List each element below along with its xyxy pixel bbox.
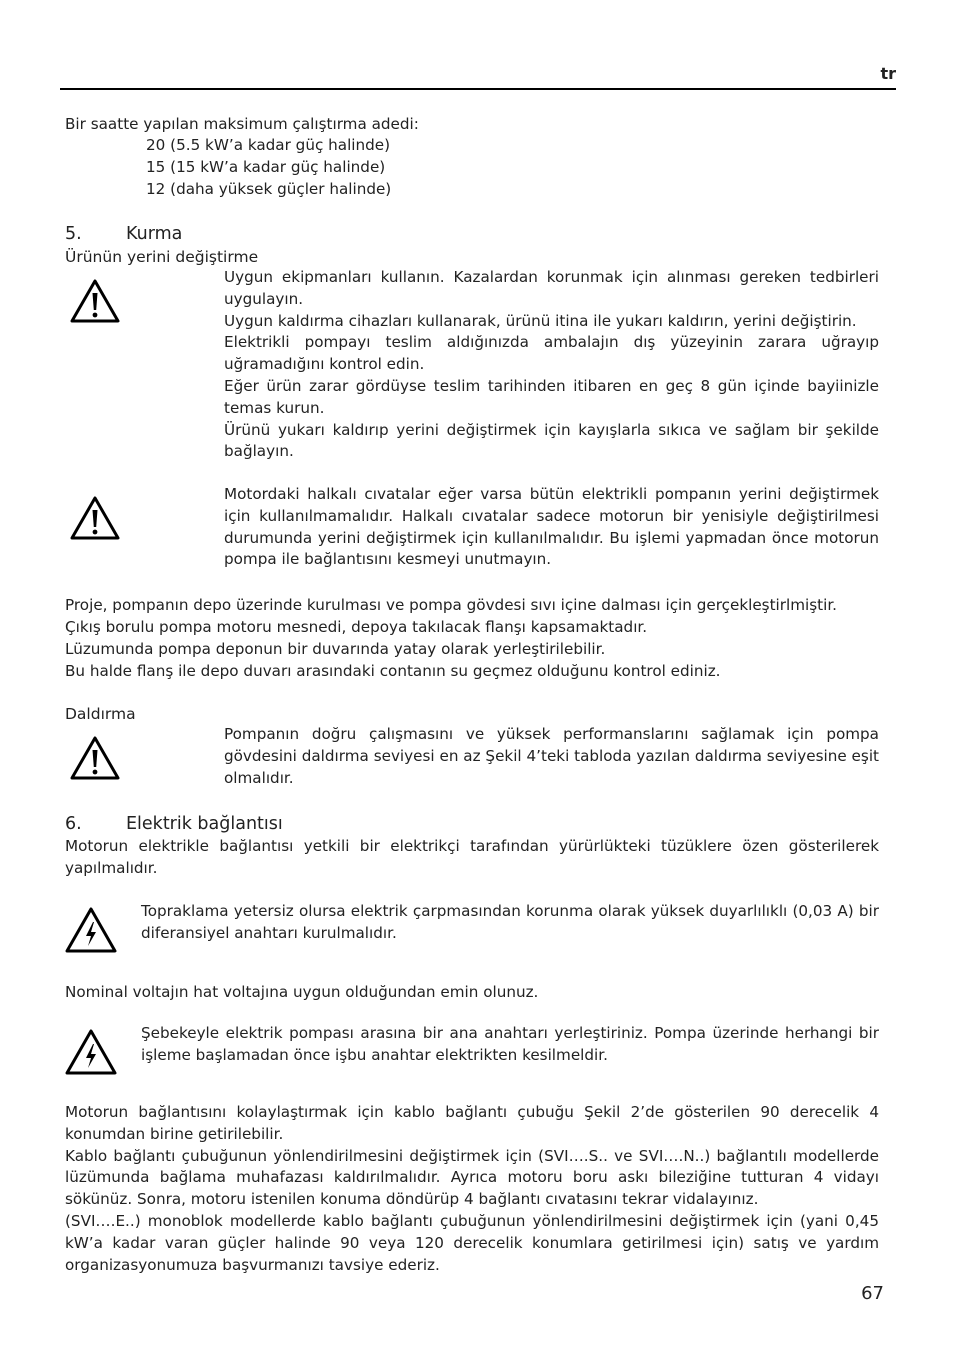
- electric-hazard-icon: [64, 906, 118, 954]
- body-paragraph: Motorun elektrikle bağlantısı yetkili bir elektrikçi tarafından yürürlükteki tüzüklere özen gösterilerek yapılmalıdır.: [65, 837, 879, 877]
- warning-icon: [69, 495, 121, 541]
- starts-intro: Bir saatte yapılan maksimum çalıştırma adedi:: [65, 115, 419, 133]
- section-6-heading: [65, 813, 879, 835]
- warning-paragraph: Ürünü yukarı kaldırıp yerini değiştirmek için kayışlarla sıkıca ve sağlam bir şekilde bağlayın.: [224, 420, 879, 461]
- warning-paragraph: Uygun ekipmanları kullanın. Kazalardan korunmak için alınması gereken tedbirleri uygulayın.: [224, 268, 879, 308]
- main-switch-warning: [141, 1023, 879, 1067]
- header-rule: [60, 88, 896, 90]
- section-title: Kurma: [126, 224, 183, 244]
- body-line: Çıkış borulu pompa motoru mesnedi, depoya takılacak flanşı kapsamaktadır.: [65, 618, 648, 636]
- section-5-heading: [65, 223, 879, 245]
- immersion-warning: [224, 724, 879, 789]
- electric-hazard-icon: [64, 1028, 118, 1076]
- warning-paragraph: Motordaki halkalı cıvatalar eğer varsa bütün elektrikli pompanın yerini değiştirmek için kullanılmamalıdır. Halkalı cıvatalar sadece motorun bir yenisiyle değiştirilmesi durumunda yerini değiştirmek için kullanılmalıdır. Bu işlemi yapmadan önce motorun pompa ile bağlantısını kesmeyi unutmayın.: [224, 485, 879, 569]
- cable-orientation-text: [65, 1102, 879, 1276]
- language-code: tr: [880, 64, 896, 83]
- eyebolt-warning: [224, 484, 879, 571]
- warning-paragraph: Elektrikli pompayı teslim aldığınızda ambalajın dış yüzeyinin zarara uğrayıp uğramadığını kontrol edin.: [224, 333, 879, 374]
- warning-icon: [69, 278, 121, 324]
- voltage-note: Nominal voltajın hat voltajına uygun olduğundan emin olunuz.: [65, 983, 539, 1001]
- grounding-warning: [141, 901, 879, 945]
- warning-paragraph: Şebekeyle elektrik pompası arasına bir ana anahtarı yerleştiriniz. Pompa üzerinde herhangi bir işleme başlamadan önce işbu anahtar elektrikten kesilmeldir.: [141, 1024, 879, 1064]
- body-line: Bu halde flanş ile depo duvarı arasındaki contanın su geçmez olduğunu kontrol ediniz.: [65, 662, 721, 680]
- section-title: Elektrik bağlantısı: [126, 814, 283, 834]
- starts-item: 15 (15 kW’a kadar güç halinde): [146, 158, 386, 176]
- section-number: 5.: [65, 224, 82, 244]
- body-paragraph: (SVI….E..) monoblok modellerde kablo bağlantı çubuğunun yönlendirilmesini değiştirmek için (yani 0,45 kW’a kadar varan güçler halinde 90 veya 120 derecelik konumlara getirilmesi için) satış ve yardım organizasyonumuza başvurmanızı tavsiye ederiz.: [65, 1211, 879, 1274]
- starts-item: 12 (daha yüksek güçler halinde): [146, 180, 392, 198]
- electrical-intro: [65, 836, 879, 880]
- warning-paragraph: Uygun kaldırma cihazları kullanarak, ürünü itina ile yukarı kaldırın, yerini değiştirin.: [224, 311, 857, 330]
- warning-paragraph: Pompanın doğru çalışmasını ve yüksek performanslarını sağlamak için pompa gövdesini daldırma seviyesi en az Şekil 4’teki tabloda yazılan daldırma seviyesine eşit olmalıdır.: [224, 725, 879, 787]
- warning-icon: [69, 735, 121, 781]
- page-number: 67: [861, 1283, 884, 1304]
- starts-item: 20 (5.5 kW’a kadar güç halinde): [146, 136, 391, 154]
- relocation-warning: [224, 267, 879, 463]
- body-line: Lüzumunda pompa deponun bir duvarında yatay olarak yerleştirilebilir.: [65, 640, 606, 658]
- warning-paragraph: Eğer ürün zarar gördüyse teslim tarihinden itibaren en geç 8 gün içinde bayiinizle temas kurun.: [224, 376, 879, 417]
- warning-paragraph: Topraklama yetersiz olursa elektrik çarpmasından korunma olarak yüksek duyarlılıklı (0,03 A) bir diferansiyel anahtarı kurulmalıdır.: [141, 902, 879, 942]
- body-paragraph: Kablo bağlantı çubuğunun yönlendirilmesini değiştirmek için (SVI….S.. ve SVI….N..) bağlantılı modellerde lüzümunda bağlama muhafazası kaldırılmalıdır. Ayrıca motoru boru askı bileziğine tutturan 4 vidayı sökünüz. Sonra, motoru istenilen konuma döndürüp 4 bağlantı cıvatasını tekrar vidalayınız.: [65, 1146, 879, 1209]
- body-paragraph: Motorun bağlantısını kolaylaştırmak için kablo bağlantı çubuğu Şekil 2’de gösterilen 90 derecelik 4 konumdan birine getirilebilir.: [65, 1103, 879, 1143]
- section-number: 6.: [65, 814, 82, 834]
- body-line: Proje, pompanın depo üzerinde kurulması ve pompa gövdesi sıvı içine dalması için gerçekleştirlmiştir.: [65, 596, 838, 614]
- subheading-immersion: Daldırma: [65, 705, 136, 723]
- subheading-relocation: Ürünün yerini değiştirme: [65, 248, 259, 266]
